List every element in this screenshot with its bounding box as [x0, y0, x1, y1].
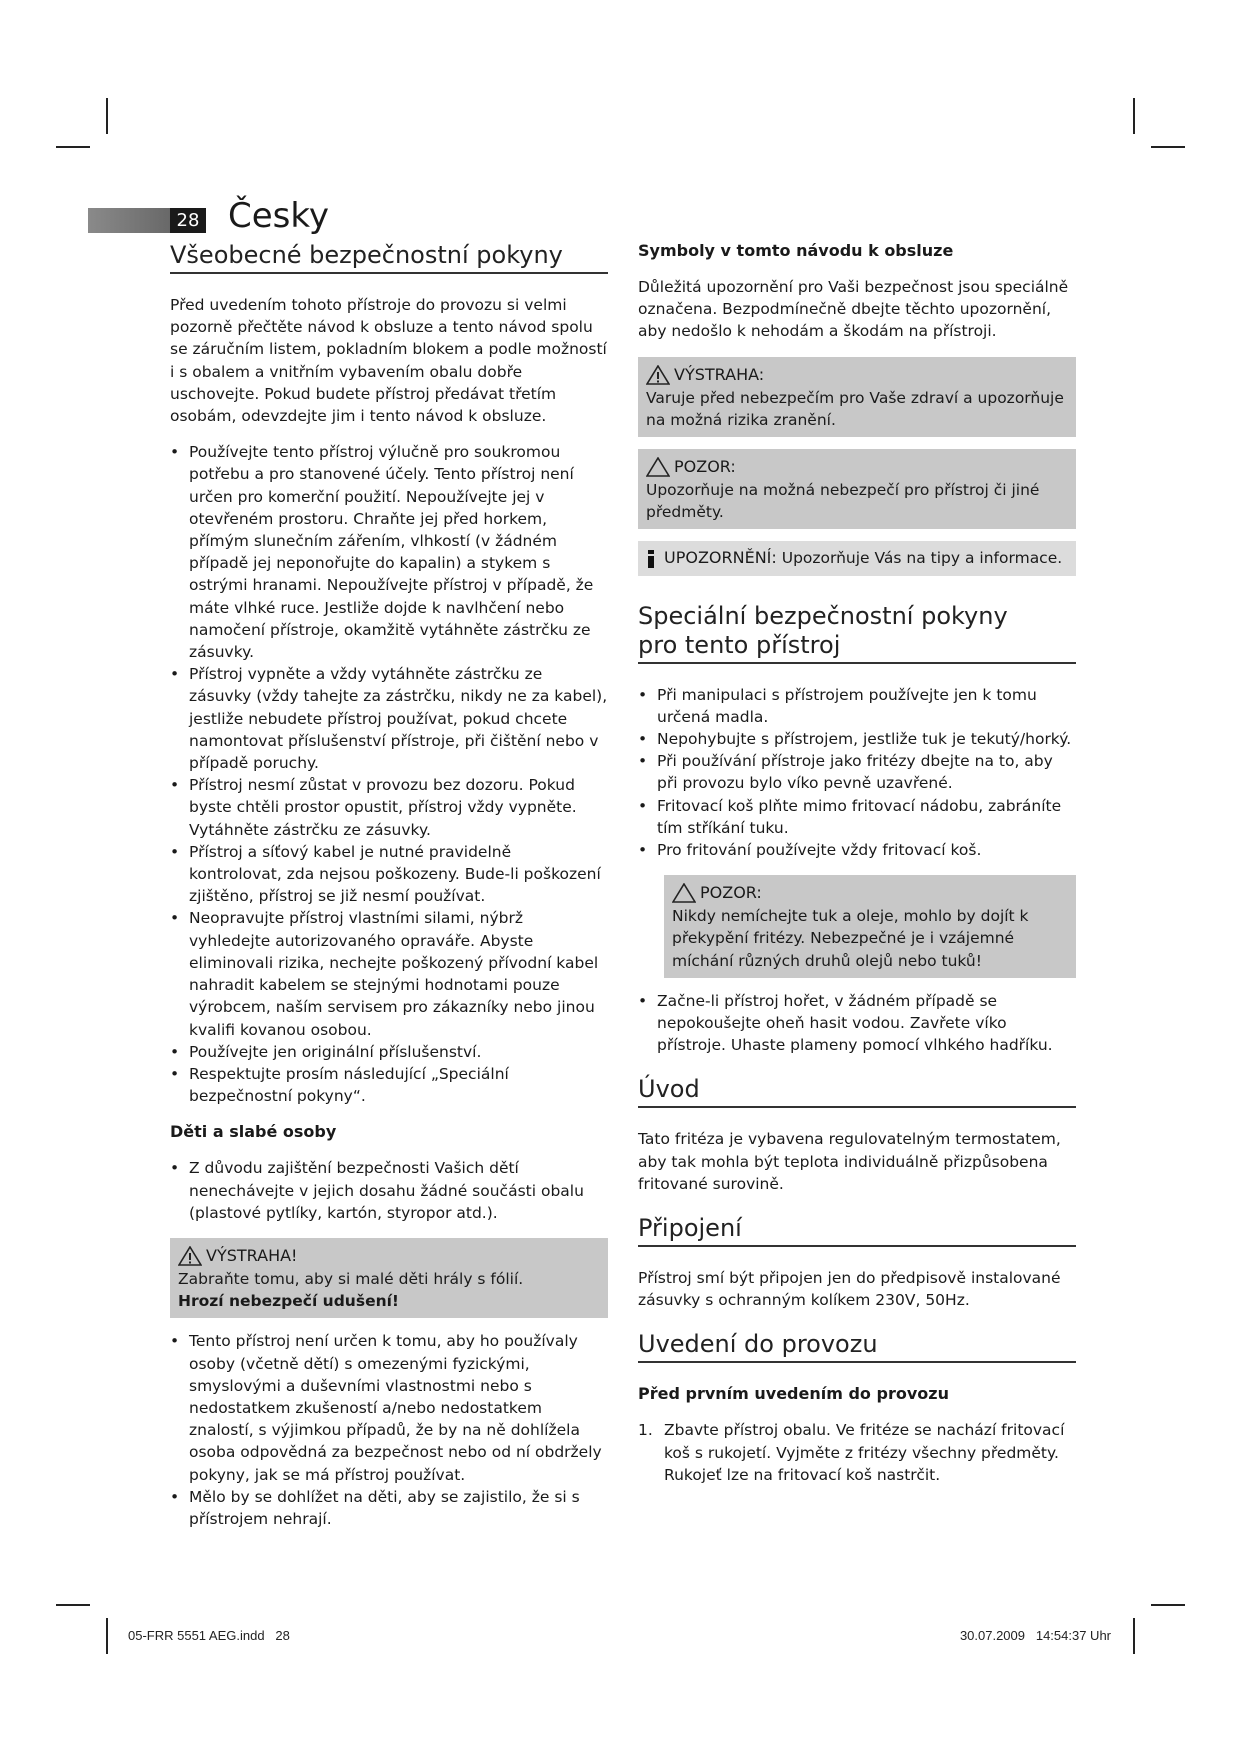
warning-box-title	[178, 1244, 600, 1268]
crop-mark	[1133, 1618, 1135, 1654]
symbol-caution-text: Upozorňuje na možná nebezpečí pro přístroj či jiné předměty.	[646, 481, 1040, 522]
list-item: • Při manipulaci s přístrojem používejte jen k tomu určená madla.	[638, 684, 1076, 728]
list-item: • Respektujte prosím následující „Speciální bezpečnostní pokyny“.	[170, 1063, 608, 1107]
children-heading: Děti a slabé osoby	[170, 1122, 337, 1142]
list-item: • Neopravujte přístroj vlastními silami, nýbrž vyhledejte autorizovaného opraváře. Abyste eliminovali rizika, nechejte poškozený přívodní kabel nahradit kabelem se stejnými hodnotami pouze výrobcem, naším servisem pro zákazníky nebo jinou kvalifi kovanou osobou.	[170, 907, 608, 1040]
crop-mark	[1151, 1604, 1185, 1606]
oil-caution-label: POZOR:	[700, 883, 762, 903]
list-item: • Mělo by se dohlížet na děti, aby se zajistilo, že si s přístrojem nehrají.	[170, 1486, 608, 1530]
warning-triangle-icon	[646, 365, 670, 385]
section-title-startup: Uvedení do provozu	[638, 1329, 1076, 1363]
oil-caution-text: Nikdy nemíchejte tuk a oleje, mohlo by dojít k překypění fritézy. Nebezpečné je i vzájemné míchání různých druhů olejů nebo tuků!	[672, 907, 1029, 970]
header-bar	[88, 208, 176, 233]
crop-mark	[56, 146, 90, 148]
footer-timestamp: 30.07.2009 14:54:37 Uhr	[959, 1628, 1111, 1643]
left-column	[170, 240, 608, 1544]
list-item	[638, 1419, 1076, 1486]
language-title: Česky	[228, 196, 329, 236]
list-item: • Při používání přístroje jako fritézy dbejte na to, aby při provozu bylo víko pevně uzavřené.	[638, 750, 1076, 794]
warning-triangle-icon	[178, 1246, 202, 1266]
intro-text: Tato fritéza je vybavena regulovatelným termostatem, aby tak mohla být teplota individuálně přizpůsobena fritované surovině.	[638, 1130, 1061, 1193]
symbol-caution-title	[646, 455, 1068, 479]
step-text: Zbavte přístroj obalu. Ve fritéze se nachází fritovací koš s rukojetí. Vyjměte z fritézy všechny předměty. Rukojeť lze na fritovací koš nastrčit.	[664, 1421, 1065, 1484]
connection-text: Přístroj smí být připojen jen do předpisově instalované zásuvky s ochranným kolíkem 230V, 50Hz.	[638, 1269, 1061, 1310]
section-title-special-safety	[638, 602, 1076, 664]
crop-mark	[1151, 146, 1185, 148]
crop-mark	[106, 1618, 108, 1654]
crop-mark	[56, 1604, 90, 1606]
info-icon	[646, 549, 656, 569]
children-list	[170, 1157, 608, 1224]
symbol-note-line	[646, 547, 1068, 569]
symbol-warning-label: VÝSTRAHA:	[674, 364, 765, 384]
symbol-note-text: Upozorňuje Vás na tipy a informace.	[781, 549, 1063, 568]
list-item: • Používejte jen originální příslušenství.	[170, 1041, 608, 1063]
list-item: • Přístroj a síťový kabel je nutné pravidelně kontrolovat, zda nejsou poškozeny. Bude-li poškození zjištěno, přístroj se již nesmí používat.	[170, 841, 608, 908]
symbol-warning-title	[646, 363, 1068, 387]
caution-triangle-icon	[672, 883, 696, 903]
special-title-line2: pro tento přístroj	[638, 630, 841, 659]
oil-caution-title	[672, 881, 1068, 905]
special-safety-list	[638, 684, 1076, 862]
footer-file-info: 05-FRR 5551 AEG.indd 28	[128, 1628, 290, 1643]
general-safety-list	[170, 441, 608, 1107]
step-number: 1.	[638, 1421, 653, 1440]
symbols-intro: Důležitá upozornění pro Vaši bezpečnost jsou speciálně označena. Bezpodmínečně dbejte těchto upozornění, aby nedošlo k nehodám a škodám na přístroji.	[638, 278, 1069, 341]
section-title-intro: Úvod	[638, 1074, 1076, 1108]
list-item: • Z důvodu zajištění bezpečnosti Vašich dětí nenechávejte v jejich dosahu žádné součásti obalu (plastové pytlíky, kartón, styropor atd.).	[170, 1157, 608, 1224]
list-item: • Přístroj vypněte a vždy vytáhněte zástrčku ze zásuvky (vždy tahejte za zástrčku, nikdy ne za kabel), jestliže nebudete přístroj používat, pokud chcete namontovat příslušenství přístroje, při čištění nebo v případě poruchy.	[170, 663, 608, 774]
warning-box	[170, 1238, 608, 1318]
symbol-warning-box	[638, 357, 1076, 437]
page-number: 28	[170, 208, 206, 233]
list-item: • Tento přístroj není určen k tomu, aby ho používaly osoby (včetně dětí) s omezenými fyzickými, smyslovými a duševními vlastnostmi nebo s nedostatkem zkušeností a/nebo nedostatkem znalostí, s výjimkou případů, že by na ně dohlížela osoba odpovědná za bezpečnost nebo od ní obdržely pokyny, jak se má přístroj používat.	[170, 1330, 608, 1485]
startup-subheading: Před prvním uvedením do provozu	[638, 1384, 949, 1404]
warning-box-label: VÝSTRAHA!	[206, 1245, 298, 1265]
list-item: • Přístroj nesmí zůstat v provozu bez dozoru. Pokud byste chtěli prostor opustit, přístroj vždy vypněte. Vytáhněte zástrčku ze zásuvky.	[170, 774, 608, 841]
list-item: • Nepohybujte s přístrojem, jestliže tuk je tekutý/horký.	[638, 728, 1076, 750]
fire-list	[638, 990, 1076, 1057]
section-title-general-safety: Všeobecné bezpečnostní pokyny	[170, 240, 608, 274]
caution-triangle-icon	[646, 457, 670, 477]
right-column	[638, 240, 1076, 1500]
symbol-caution-box	[638, 449, 1076, 529]
special-title-line1: Speciální bezpečnostní pokyny	[638, 601, 1008, 630]
symbol-caution-label: POZOR:	[674, 457, 736, 477]
symbols-heading: Symboly v tomto návodu k obsluze	[638, 241, 954, 260]
list-item: • Používejte tento přístroj výlučně pro soukromou potřebu a pro stanovené účely. Tento přístroj není určen pro komerční použití. Nepoužívejte jej v otevřeném prostoru. Chraňte jej před horkem, přímým slunečním zářením, vlhkostí (v žádném případě jej neponořujte do kapalin) a stykem s ostrými hranami. Nepoužívejte přístroj v případě, že máte vlhké ruce. Jestliže dojde k navlhčení nebo namočení přístroje, okamžitě vytáhněte zástrčku ze zásuvky.	[170, 441, 608, 663]
list-item: • Fritovací koš plňte mimo fritovací nádobu, zabráníte tím stříkání tuku.	[638, 795, 1076, 839]
warning-box-text: Zabraňte tomu, aby si malé děti hrály s fólií.	[178, 1269, 524, 1288]
crop-mark	[106, 98, 108, 134]
intro-paragraph: Před uvedením tohoto přístroje do provozu si velmi pozorně přečtěte návod k obsluze a tento návod spolu se záručním listem, pokladním blokem a podle možností i s obalem a vnitřním vybavením obalu dobře uschovejte. Pokud budete přístroj předávat třetím osobám, odevzdejte jim i tento návod k obsluze.	[170, 296, 607, 426]
symbol-note-box	[638, 541, 1076, 575]
startup-steps	[638, 1419, 1076, 1486]
symbol-note-label: UPOZORNĚNÍ:	[664, 548, 777, 568]
list-item: • Začne-li přístroj hořet, v žádném případě se nepokoušejte oheň hasit vodou. Zavřete víko přístroje. Uhaste plameny pomocí vlhkého hadříku.	[638, 990, 1076, 1057]
list-item: • Pro fritování používejte vždy fritovací koš.	[638, 839, 1076, 861]
crop-mark	[1133, 98, 1135, 134]
persons-list	[170, 1330, 608, 1530]
section-title-connection: Připojení	[638, 1213, 1076, 1247]
oil-caution-box	[664, 875, 1076, 978]
symbol-warning-text: Varuje před nebezpečím pro Vaše zdraví a upozorňuje na možná rizika zranění.	[646, 388, 1064, 429]
warning-box-bold: Hrozí nebezpečí udušení!	[178, 1292, 399, 1311]
